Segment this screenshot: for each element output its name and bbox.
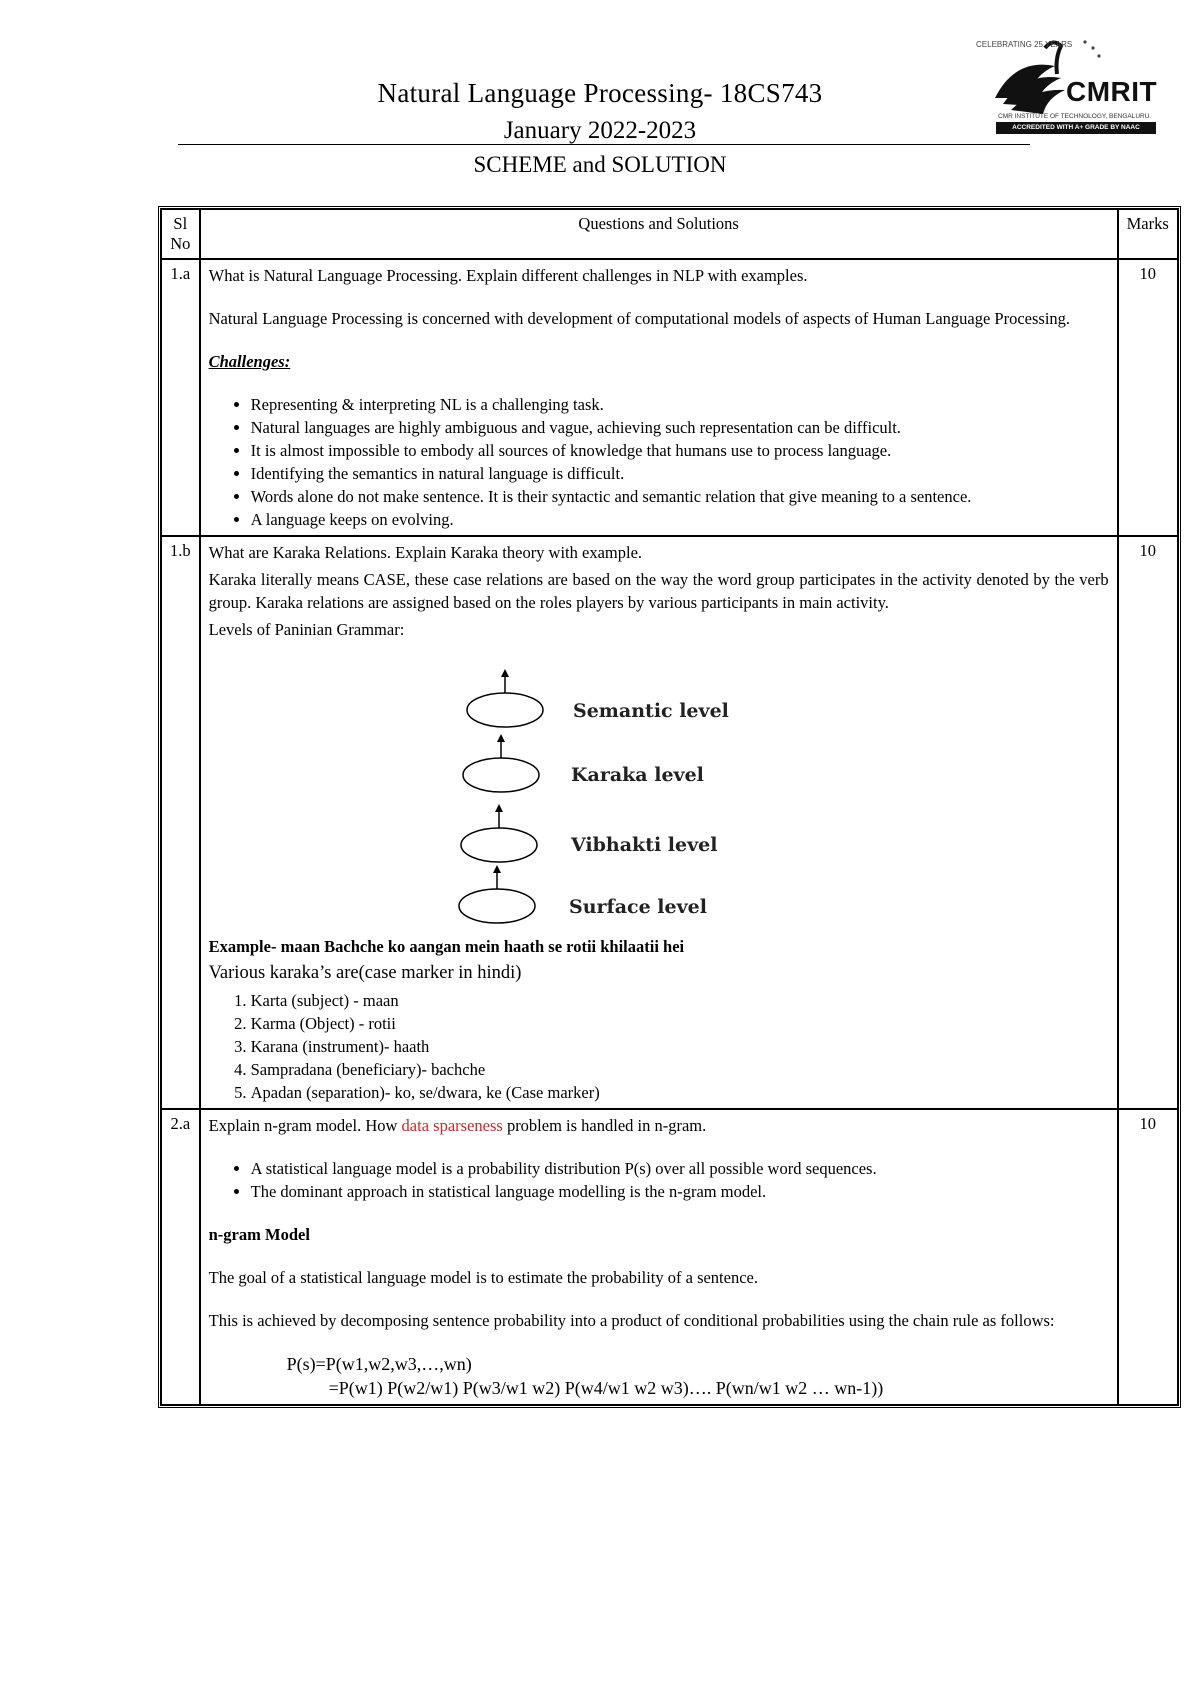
table-row bbox=[161, 536, 1178, 1109]
level-label: Vibhakti level bbox=[570, 834, 718, 856]
challenges-heading: Challenges: bbox=[208, 352, 291, 371]
question-cell bbox=[200, 259, 1118, 536]
list-item: • The dominant approach in statistical language modelling is the n-gram model. bbox=[251, 1180, 1109, 1203]
question-cell bbox=[200, 1109, 1118, 1405]
formula-line-1: P(s)=P(w1,w2,w3,…,wn) bbox=[286, 1354, 472, 1374]
session-title: January 2022-2023 bbox=[503, 117, 697, 144]
level-ellipse bbox=[467, 693, 543, 727]
paninian-levels-diagram bbox=[209, 645, 1109, 935]
levels-heading: Levels of Paninian Grammar: bbox=[208, 620, 405, 639]
row-sl-no: 2.a bbox=[161, 1109, 200, 1405]
list-item: • A statistical language model is a probability distribution P(s) over all possible word sequences. bbox=[251, 1157, 1109, 1180]
table-header-row bbox=[161, 209, 1178, 259]
row-sl-no: 1.a bbox=[161, 259, 200, 536]
list-item: • Words alone do not make sentence. It is their syntactic and semantic relation that give meaning to a sentence. bbox=[251, 485, 1109, 508]
logo-arc-text: CELEBRATING 25 YEARS bbox=[976, 40, 1073, 49]
header-sl-no: Sl No bbox=[161, 209, 200, 259]
question-text: What is Natural Language Processing. Explain different challenges in NLP with examples. bbox=[208, 266, 808, 285]
row-sl-no: 1.b bbox=[161, 536, 200, 1109]
level-ellipse bbox=[459, 889, 535, 923]
list-item: • Natural languages are highly ambiguous and vague, achieving such representation can be difficult. bbox=[251, 416, 1109, 439]
level-label: Semantic level bbox=[572, 700, 729, 722]
level-ellipse bbox=[461, 828, 537, 862]
karaka-list bbox=[209, 989, 1109, 1104]
header-questions: Questions and Solutions bbox=[200, 209, 1118, 259]
list-item: • A language keeps on evolving. bbox=[251, 508, 1109, 531]
logo-accreditation: ACCREDITED WITH A+ GRADE BY NAAC bbox=[996, 122, 1156, 134]
list-item: • Identifying the semantics in natural language is difficult. bbox=[251, 462, 1109, 485]
list-item: • Representing & interpreting NL is a challenging task. bbox=[251, 393, 1109, 416]
karaka-explanation: Karaka literally means CASE, these case relations are based on the way the word group participates in the activity denoted by the verb group. Karaka relations are assigned based on the roles players by various participants in main activity. bbox=[208, 570, 1109, 612]
various-karakas: Various karaka’s are(case marker in hindi) bbox=[208, 963, 522, 983]
level-ellipse bbox=[463, 758, 539, 792]
list-item: • It is almost impossible to embody all sources of knowledge that humans use to process language. bbox=[251, 439, 1109, 462]
list-item: 2. Karma (Object) - rotii bbox=[251, 1012, 1109, 1035]
example-line bbox=[209, 935, 1109, 958]
question-pre: Explain n-gram model. How bbox=[208, 1116, 402, 1135]
list-item: 3. Karana (instrument)- haath bbox=[251, 1035, 1109, 1058]
arrow-head-icon bbox=[497, 734, 505, 742]
arrow-head-icon bbox=[493, 865, 501, 873]
levels-diagram-svg bbox=[209, 645, 1109, 935]
question-text: What are Karaka Relations. Explain Karaka theory with example. bbox=[208, 543, 643, 562]
scheme-title: SCHEME and SOLUTION bbox=[473, 152, 727, 177]
list-item: 4. Sampradana (beneficiary)- bachche bbox=[251, 1058, 1109, 1081]
ngram-bullets bbox=[209, 1157, 1109, 1203]
level-label: Surface level bbox=[568, 896, 707, 918]
arrow-head-icon bbox=[501, 669, 509, 677]
row-marks: 10 bbox=[1118, 259, 1178, 536]
table-row bbox=[161, 259, 1178, 536]
ngram-chain-rule: This is achieved by decomposing sentence probability into a product of conditional probabilities using the chain rule as follows: bbox=[208, 1311, 1055, 1330]
answer-definition: Natural Language Processing is concerned with development of computational models of aspects of Human Language Processing. bbox=[208, 309, 1071, 328]
header-divider bbox=[178, 144, 1030, 145]
ngram-heading: n-gram Model bbox=[208, 1225, 310, 1244]
challenges-list bbox=[209, 393, 1109, 531]
list-item: 1. Karta (subject) - maan bbox=[251, 989, 1109, 1012]
scheme-table bbox=[158, 206, 1181, 1408]
list-item: 5. Apadan (separation)- ko, se/dwara, ke (Case marker) bbox=[251, 1081, 1109, 1104]
logo-wordmark: CMRIT bbox=[1066, 76, 1158, 107]
header-marks: Marks bbox=[1118, 209, 1178, 259]
example-label: Example- bbox=[208, 937, 281, 956]
question-cell bbox=[200, 536, 1118, 1109]
formula-line-2: =P(w1) P(w2/w1) P(w3/w1 w2) P(w4/w1 w2 w3)…. P(wn/w1 w2 … wn-1)) bbox=[328, 1378, 884, 1398]
level-label: Karaka level bbox=[570, 764, 704, 786]
question-highlight: data sparseness bbox=[401, 1116, 503, 1135]
table-row bbox=[161, 1109, 1178, 1405]
row-marks: 10 bbox=[1118, 536, 1178, 1109]
course-title: Natural Language Processing- 18CS743 bbox=[377, 78, 823, 108]
question-text bbox=[209, 1114, 1109, 1137]
arrow-head-icon bbox=[495, 804, 503, 812]
example-sentence: maan Bachche ko aangan mein haath se rotii khilaatii hei bbox=[280, 937, 685, 956]
logo-institute: CMR INSTITUTE OF TECHNOLOGY, BENGALURU. bbox=[998, 113, 1152, 120]
row-marks: 10 bbox=[1118, 1109, 1178, 1405]
question-post: problem is handled in n-gram. bbox=[502, 1116, 707, 1135]
ngram-goal: The goal of a statistical language model is to estimate the probability of a sentence. bbox=[208, 1268, 758, 1287]
